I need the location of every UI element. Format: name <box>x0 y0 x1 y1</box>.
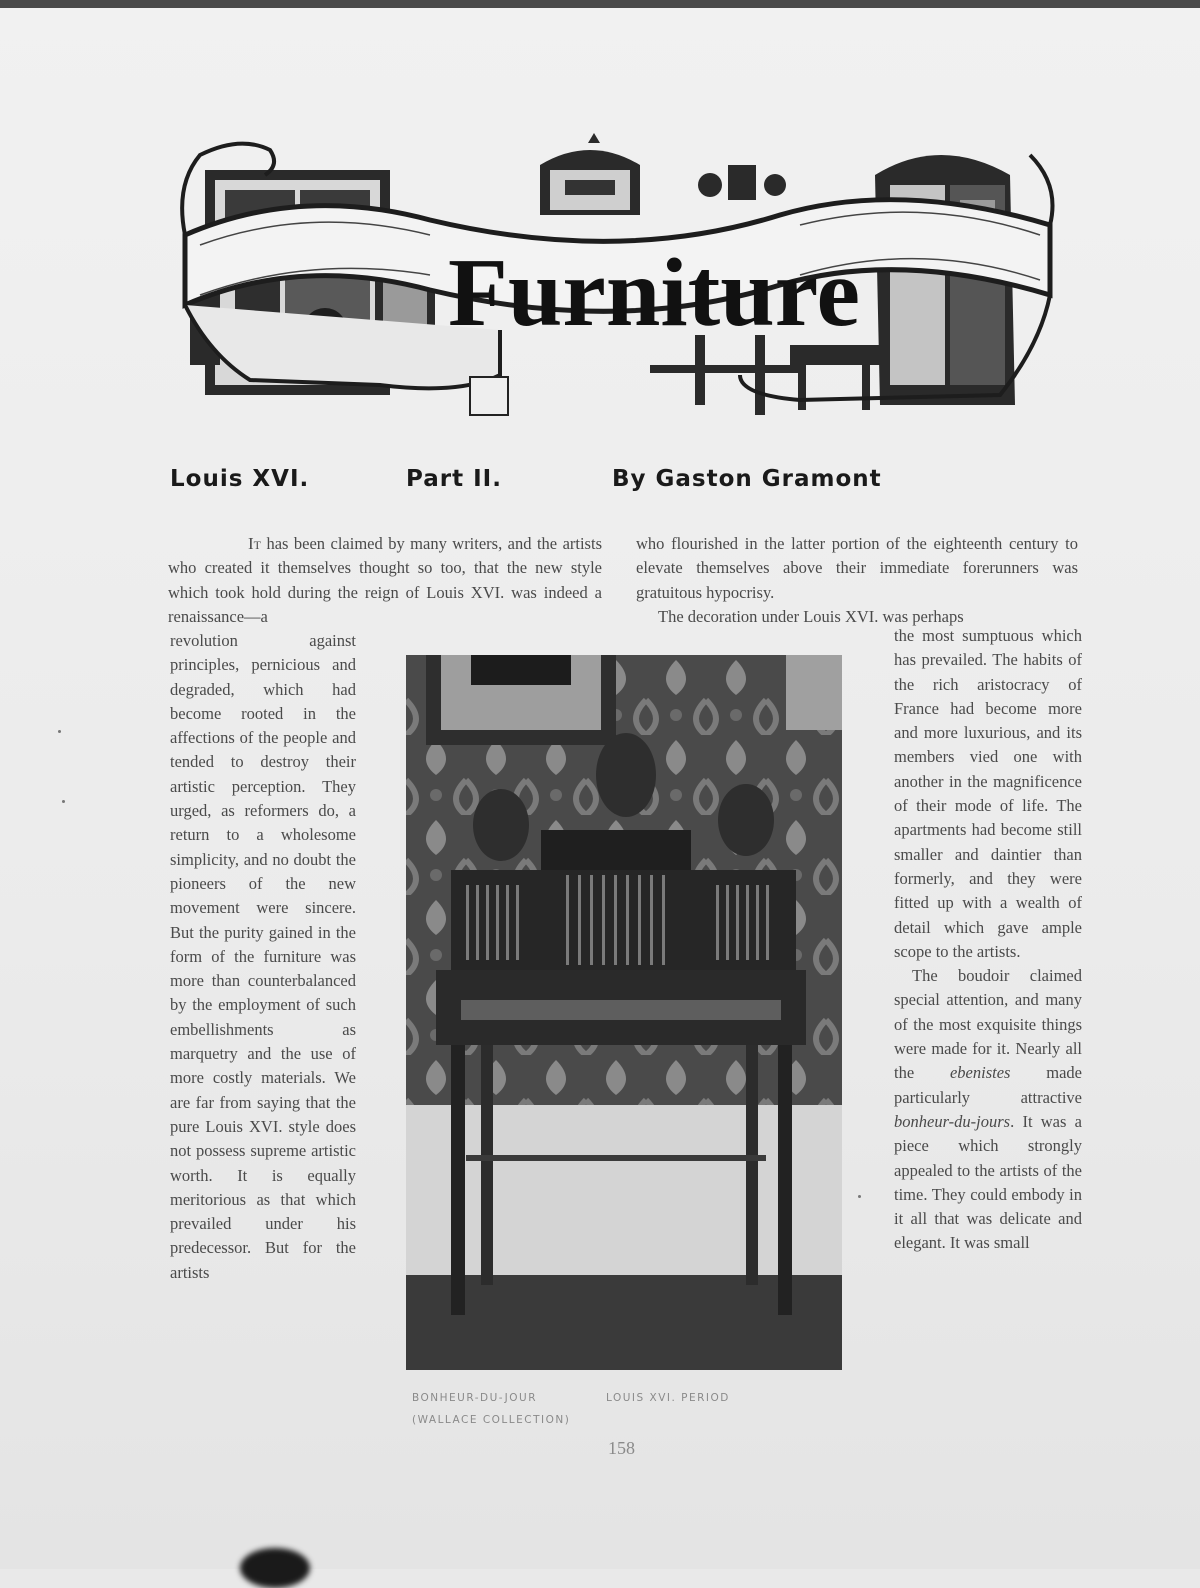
subtitle-author: By Gaston Gramont <box>612 466 882 492</box>
page-top-edge <box>0 0 1200 8</box>
paper-speck <box>62 800 65 803</box>
caption-collection: (WALLACE COLLECTION) <box>412 1414 571 1426</box>
caption-piece-name: BONHEUR-DU-JOUR <box>412 1392 537 1404</box>
right-top-text <box>636 532 1078 629</box>
subtitle-reign: Louis XVI. <box>170 466 310 492</box>
table-legs-illustration <box>650 335 800 415</box>
emphasis-ebenistes: ebenistes <box>949 1063 1011 1083</box>
urns-illustration <box>698 165 786 200</box>
left-column <box>170 629 356 1285</box>
caption-period: LOUIS XVI. PERIOD <box>606 1392 730 1404</box>
left-column-text: revolution against principles, pernicious and degraded, which had become rooted in the affections of the people and tended to destroy their artistic perception. They urged, as reformers do, a return to a wholesome simplicity, and no doubt the pioneers of the new movement were sincere. But the purity gained in the form of the furniture was more than counterbalanced by the employment of such embellishments as marquetry and the use of more costly materials. We are far from saying that the pure Louis XVI. style does not possess supreme artistic worth. It is equally meritorious as that which prevailed under his predecessor. But for the artists <box>170 631 356 1282</box>
right-column <box>894 624 1082 1256</box>
artist-monogram <box>470 377 508 415</box>
scan-shadow <box>240 1548 310 1588</box>
paper-speck <box>858 1195 861 1198</box>
lead-paragraph <box>168 532 602 629</box>
paper-speck <box>58 730 61 733</box>
header-banner <box>180 125 1060 430</box>
page-number: 158 <box>608 1438 635 1458</box>
subtitle-part: Part II. <box>406 466 502 492</box>
furniture-photograph <box>406 655 842 1370</box>
lead-drop-word: It <box>248 534 261 553</box>
lead-text: has been claimed by many writers, and the artists who created it themselves thought so too, that the new style which took hold during the reign of Louis XVI. was indeed a renaissance—a <box>168 534 602 626</box>
right-top-paragraph-1: who flourished in the latter portion of the eighteenth century to elevate themselves above their immediate forerunners was gratuitous hypocrisy. <box>636 534 1078 602</box>
right-column-paragraph-1: the most sumptuous which has prevailed. The habits of the rich aristocracy of France had become more and more luxurious, and its members vied one with another in the magnificence of their mode of life. The apartments had become still smaller and daintier than formerly, and they were fitted up with a wealth of detail which gave ample scope to the artists. <box>894 626 1082 961</box>
right-column-paragraph-2: The boudoir claimed special attention, and many of the most exquisite things were made for it. Nearly all the ebenistes made particularly attractive bonheur-du-jours. It was a piece which strongly appealed to the artists of the time. They could embody in it all that was delicate and elegant. It was small <box>894 966 1082 1253</box>
right-top-paragraph-2: The decoration under Louis XVI. was perhaps <box>658 606 964 626</box>
center-cabinet-illustration <box>540 133 640 215</box>
emphasis-bonheur: bonheur-du-jours <box>894 1111 1011 1131</box>
banner-title: Furniture <box>448 239 860 347</box>
